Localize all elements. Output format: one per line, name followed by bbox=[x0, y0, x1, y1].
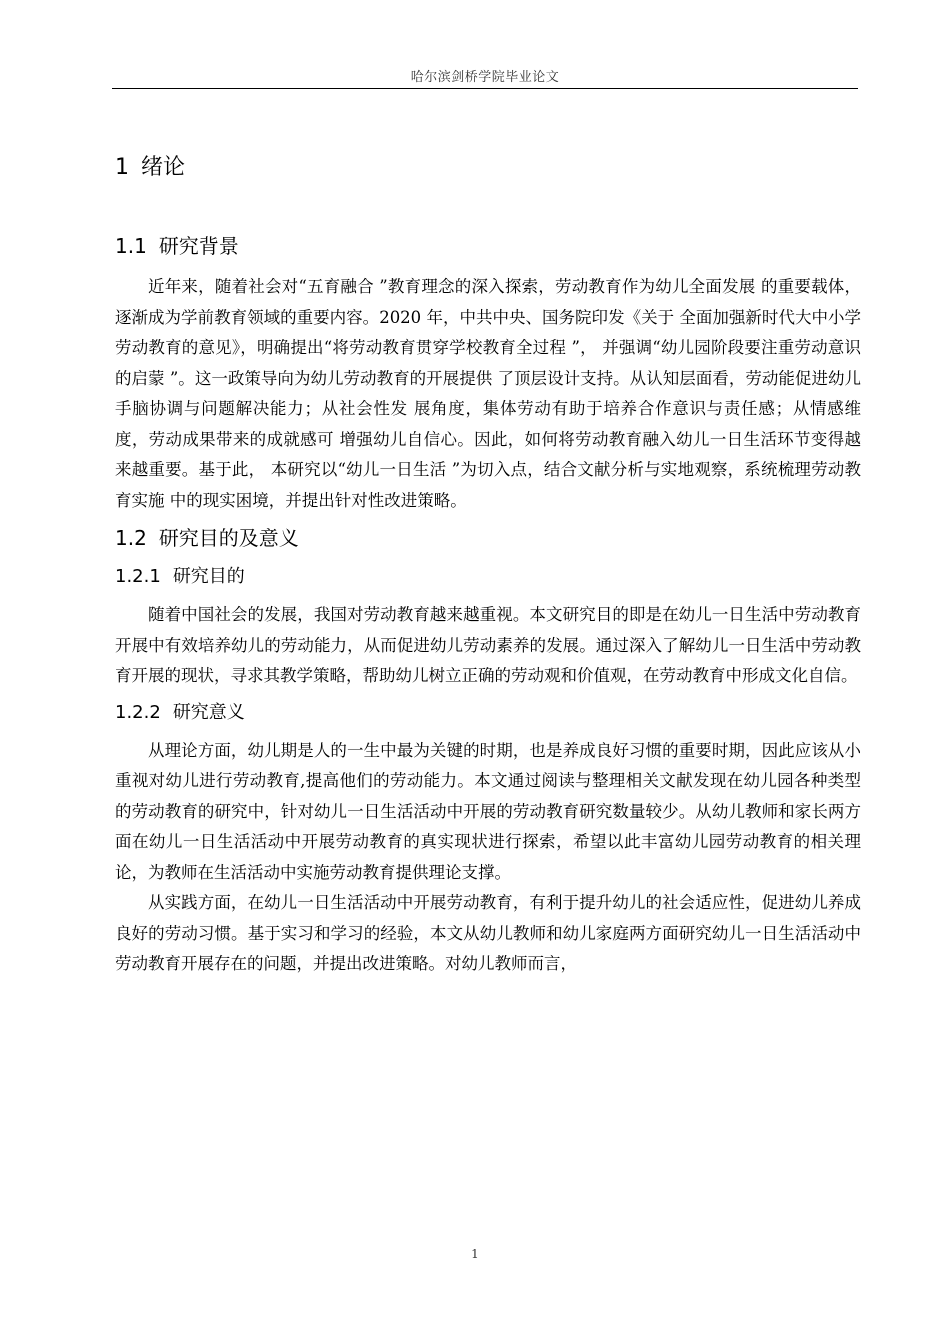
section-title: 研究背景 bbox=[158, 234, 239, 258]
subsection-title: 研究意义 bbox=[172, 701, 245, 723]
chapter-number: 1 bbox=[115, 155, 129, 180]
running-header: 哈尔滨剑桥学院毕业论文 bbox=[410, 70, 560, 85]
chapter-heading bbox=[115, 148, 861, 188]
subsection-number: 1.2.1 bbox=[115, 566, 161, 587]
subsection-heading bbox=[115, 560, 861, 594]
page-number: 1 bbox=[471, 1247, 479, 1261]
section-heading bbox=[115, 520, 861, 556]
chapter-title: 绪论 bbox=[141, 155, 186, 180]
paragraph-significance-practice: 从实践方面，在幼儿一日生活活动中开展劳动教育，有利于提升幼儿的社会适应性，促进幼儿养成良好的劳动习惯。基于实习和学习的经验，本文从幼儿教师和幼儿家庭两方面研究幼儿一日生活活动中劳动教育开展存在的问题，并提出改进策略。对幼儿教师而言， bbox=[115, 893, 861, 973]
section-number: 1.2 bbox=[115, 526, 147, 550]
section-number: 1.1 bbox=[115, 234, 147, 258]
section-title: 研究目的及意义 bbox=[158, 526, 299, 550]
subsection-heading bbox=[115, 696, 861, 730]
subsection-title: 研究目的 bbox=[172, 566, 245, 587]
page-content bbox=[115, 140, 861, 980]
header-rule bbox=[112, 88, 858, 89]
subsection-number: 1.2.2 bbox=[115, 701, 161, 723]
paragraph-purpose: 随着中国社会的发展，我国对劳动教育越来越重视。本文研究目的即是在幼儿一日生活中劳动教育开展中有效培养幼儿的劳动能力，从而促进幼儿劳动素养的发展。通过深入了解幼儿一日生活中劳动教育开展的现状，寻求其教学策略，帮助幼儿树立正确的劳动观和价值观，在劳动教育中形成文化自信。 bbox=[115, 605, 861, 685]
section-heading bbox=[115, 228, 861, 264]
paragraph-significance-theory: 从理论方面，幼儿期是人的一生中最为关键的时期，也是养成良好习惯的重要时期，因此应该从小重视对幼儿进行劳动教育,提高他们的劳动能力。本文通过阅读与整理相关文献发现在幼儿园各种类型的劳动教育的研究中，针对幼儿一日生活活动中开展的劳动教育研究数量较少。从幼儿教师和家长两方面在幼儿一日生活活动中开展劳动教育的真实现状进行探索，希望以此丰富幼儿园劳动教育的相关理论，为教师在生活活动中实施劳动教育提供理论支撑。 bbox=[115, 740, 861, 882]
paragraph-background: 近年来，随着社会对“五育融合 ”教育理念的深入探索，劳动教育作为幼儿全面发展 的重要载体，逐渐成为学前教育领域的重要内容。2020 年，中共中央、国务院印发《关于 全面加强新时代大中小学劳动教育的意见》，明确提出“将劳动教育贯穿学校教育全过程 ”， 并强调“幼儿园阶段要注重劳动意识的启蒙 ”。这一政策导向为幼儿劳动教育的开展提供 了顶层设计支持。从认知层面看，劳动能促进幼儿手脑协调与问题解决能力；从社会性发 展角度，集体劳动有助于培养合作意识与责任感；从情感维度，劳动成果带来的成就感可 增强幼儿自信心。因此，如何将劳动教育融入幼儿一日生活环节变得越来越重要。基于此， 本研究以“幼儿一日生活 ”为切入点，结合文献分析与实地观察，系统梳理劳动教育实施 中的现实困境，并提出针对性改进策略。 bbox=[115, 277, 861, 510]
